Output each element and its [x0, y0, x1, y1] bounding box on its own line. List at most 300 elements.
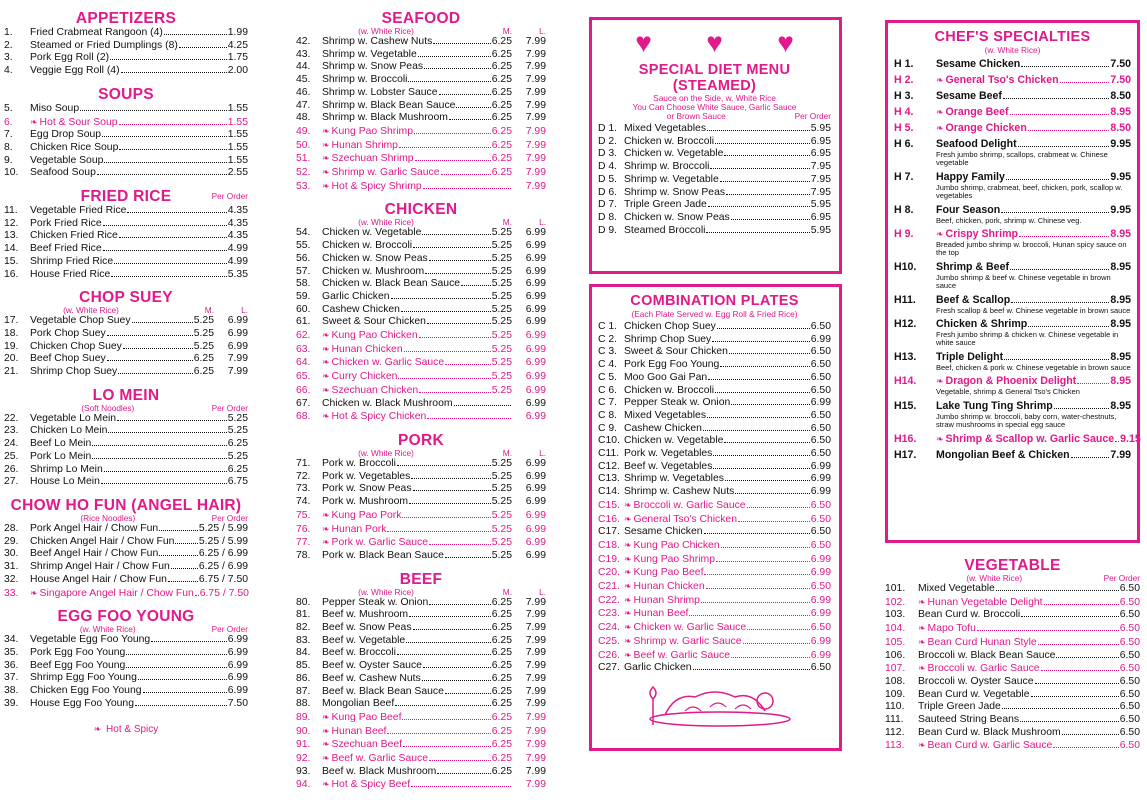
section-title: EGG FOO YOUNG: [57, 608, 195, 626]
item-name: [624, 123, 706, 136]
dot-leader: [179, 47, 227, 48]
menu-item: [296, 635, 546, 648]
item-price: 6.50: [1119, 675, 1140, 687]
chef-row: [894, 449, 1131, 462]
menu-item: [598, 359, 831, 372]
item-number: C24.: [598, 622, 620, 634]
item-number: 26.: [4, 463, 19, 475]
item-name-text: Chicken w. Broccoli: [624, 135, 715, 147]
item-price: 6.50: [810, 622, 831, 634]
chef-special-item: [894, 106, 1131, 119]
item-price-l: 7.99: [525, 634, 546, 646]
item-list: [4, 27, 248, 78]
item-number: 58.: [296, 278, 311, 290]
item-name-text: Bean Curd w. Vegetable: [918, 688, 1030, 700]
item-name: [322, 496, 408, 509]
dot-leader: [422, 680, 491, 681]
item-number: H 1.: [894, 58, 914, 70]
item-name-text: Beef w. Garlic Sauce: [633, 649, 730, 661]
item-name-text: Beef w. Mushroom: [322, 609, 409, 621]
menu-item: [598, 473, 831, 486]
item-name: [30, 230, 118, 243]
chili-pepper-icon: ❧: [936, 123, 944, 133]
item-price: 9.15: [1120, 432, 1141, 445]
item-price: 1.55: [227, 116, 248, 128]
item-description: Vegetable, shrimp & General Tso's Chicken: [936, 387, 1080, 397]
dot-leader: [123, 348, 193, 349]
item-price: 7.50: [227, 697, 248, 709]
item-price: 6.50: [810, 581, 831, 593]
item-number: 42.: [296, 36, 311, 47]
item-price-m: 5.25: [491, 523, 512, 535]
item-description: Jumbo shrimp, crabmeat, beef, chicken, pork, scallop w. vegetables: [936, 182, 1123, 201]
item-name: [322, 74, 407, 87]
item-price-l: 6.99: [525, 384, 546, 396]
chili-pepper-icon: ❧: [322, 153, 330, 164]
item-name: [624, 225, 705, 238]
section-pork: [296, 432, 546, 563]
item-name-text: Hunan Beef: [331, 725, 387, 737]
item-name-text: Garlic Chicken: [322, 290, 390, 302]
item-name: [322, 329, 418, 343]
item-list: [4, 103, 248, 180]
item-price-m: 5.25: [491, 483, 512, 495]
item-name-text: Lake Tung Ting Shrimp: [936, 399, 1053, 412]
menu-item: [296, 370, 546, 384]
item-name-text: Szechuan Shrimp: [331, 153, 414, 165]
item-name-text: Pork w. Garlic Sauce: [331, 537, 428, 549]
item-price-m: 6.25: [491, 153, 512, 165]
chef-row: [894, 294, 1131, 307]
item-name-text: Beef w. Black Bean Sauce: [322, 685, 444, 697]
dot-leader: [454, 405, 511, 406]
item-price: 6.50: [810, 448, 831, 460]
dot-leader: [175, 543, 198, 544]
per-order-label: Per Order: [211, 191, 248, 202]
item-number: 37.: [4, 672, 19, 684]
menu-item: [598, 148, 831, 161]
item-name-text: Kung Pao Pork: [331, 509, 402, 521]
item-name-text: Szechuan Chicken: [331, 384, 419, 396]
menu-item: [4, 660, 248, 673]
item-number: 1.: [4, 27, 13, 38]
dot-leader: [117, 420, 227, 421]
item-name: [30, 27, 163, 40]
item-name: [322, 166, 440, 180]
item-name-text: Fried Crabmeat Rangoon (4): [30, 27, 163, 38]
item-number: 63.: [296, 343, 311, 355]
item-name: [322, 343, 403, 357]
item-price-l: 6.99: [525, 496, 546, 508]
item-price: 8.95: [1110, 399, 1131, 412]
item-number: H 6.: [894, 138, 914, 150]
item-name: [30, 548, 158, 561]
item-number: 59.: [296, 290, 311, 302]
item-name: [30, 52, 109, 65]
l-label: L.: [539, 447, 546, 458]
item-price-l: 6.99: [525, 357, 546, 369]
menu-item: [296, 725, 546, 739]
menu-item: [296, 673, 546, 686]
item-name-text: Mixed Vegetables: [624, 409, 707, 421]
item-name: [624, 473, 724, 486]
item-name-text: Garlic Chicken: [624, 662, 692, 674]
item-number: H 3.: [894, 90, 914, 102]
item-name-text: Broccoli w. Garlic Sauce: [633, 499, 746, 511]
dot-leader: [425, 273, 491, 274]
item-number: C16.: [598, 513, 620, 525]
item-name-text: Hunan Chicken: [633, 581, 705, 593]
item-number: H13.: [894, 350, 917, 363]
menu-item: [296, 686, 546, 699]
item-number: 81.: [296, 609, 311, 621]
item-price: 8.95: [1110, 375, 1131, 388]
item-number: 56.: [296, 252, 311, 264]
item-name: [30, 366, 117, 379]
item-list: [296, 597, 546, 793]
item-name: [918, 583, 995, 596]
item-name-text: Szechuan Beef: [331, 739, 403, 751]
item-name: [30, 65, 120, 78]
dot-leader: [449, 119, 491, 120]
item-name: [624, 435, 723, 448]
item-name: [30, 269, 110, 282]
dot-leader: [1020, 721, 1119, 722]
item-price-m: 5.25: [491, 371, 512, 383]
item-price: 6.50: [1119, 596, 1140, 608]
item-price: 6.50: [1119, 609, 1140, 621]
item-number: 15.: [4, 255, 19, 267]
item-price-l: 7.99: [525, 711, 546, 723]
item-number: 12.: [4, 217, 19, 229]
per-order-label: Per Order: [211, 624, 248, 635]
item-price-m: 6.25: [193, 353, 214, 365]
item-name-text: Shrimp w. Lobster Sauce: [322, 86, 438, 98]
item-number: C 8.: [598, 409, 618, 421]
item-price: 6.50: [1119, 583, 1140, 594]
dot-leader: [403, 746, 491, 747]
dot-leader: [1006, 179, 1109, 180]
item-list: [4, 523, 248, 600]
dot-leader: [445, 693, 491, 694]
item-list: [296, 458, 546, 563]
item-price-l: 7.99: [525, 672, 546, 684]
menu-item: [4, 142, 248, 155]
item-number: D 9.: [598, 224, 618, 236]
item-price-l: 6.99: [525, 509, 546, 521]
dot-leader: [716, 561, 810, 562]
item-price-l: 7.99: [525, 660, 546, 672]
menu-item: [598, 435, 831, 448]
item-name: [322, 398, 453, 411]
dot-leader: [429, 544, 491, 545]
chili-pepper-icon: ❧: [322, 411, 330, 422]
chili-pepper-icon: ❧: [624, 594, 632, 605]
menu-item: [296, 738, 546, 752]
item-number: 103.: [885, 609, 906, 621]
item-number: 77.: [296, 537, 311, 549]
menu-item: [296, 458, 546, 471]
chef-special-item: [894, 375, 1131, 396]
item-number: 67.: [296, 397, 311, 409]
menu-item: [296, 253, 546, 266]
dot-leader: [397, 465, 491, 466]
dot-leader: [747, 507, 810, 508]
item-number: 109.: [885, 688, 906, 700]
item-price-l: 7.99: [525, 739, 546, 751]
item-name: [322, 609, 408, 622]
item-name: [30, 698, 134, 711]
menu-item: [296, 496, 546, 509]
item-price-l: 6.99: [525, 411, 546, 423]
dot-leader: [1002, 708, 1119, 709]
item-name: [322, 253, 428, 266]
item-number: C14.: [598, 486, 620, 498]
item-price-l: 6.99: [525, 265, 546, 277]
dot-leader: [101, 483, 227, 484]
dot-leader: [720, 181, 810, 182]
item-price-l: 7.99: [525, 139, 546, 151]
item-price-l: 7.99: [525, 622, 546, 634]
chef-special-item: [894, 294, 1131, 315]
item-price-l: 6.99: [525, 227, 546, 239]
item-name-text: Hot & Spicy Chicken: [331, 411, 427, 423]
menu-item: [296, 356, 546, 370]
item-name-text: General Tso's Chicken: [633, 513, 737, 525]
section-title: SOUPS: [98, 85, 154, 103]
item-name-text: Beef w. Vegetables: [624, 460, 713, 472]
section-title: CHEF'S SPECIALTIES: [934, 29, 1091, 45]
dot-leader: [135, 705, 227, 706]
dot-leader: [171, 568, 198, 569]
menu-item: [4, 103, 248, 116]
item-price-l: 6.99: [525, 549, 546, 561]
item-price: 6.99: [227, 659, 248, 671]
item-list: [598, 321, 831, 675]
dot-leader: [195, 595, 199, 596]
chili-pepper-icon: ❧: [918, 623, 926, 634]
item-price-l: 6.99: [525, 371, 546, 383]
dot-leader: [411, 786, 511, 787]
item-number: D 3.: [598, 148, 618, 160]
dot-leader: [127, 212, 226, 213]
item-name: [936, 58, 1020, 71]
item-price-l: 7.99: [525, 153, 546, 165]
item-price: 8.95: [1110, 228, 1131, 241]
menu-item: [296, 660, 546, 673]
item-number: 47.: [296, 99, 311, 111]
item-name-text: Veggie Egg Roll (4): [30, 65, 120, 77]
item-price: 2.00: [227, 65, 248, 77]
menu-item: [4, 353, 248, 366]
dot-leader: [439, 94, 491, 95]
item-price: 6.50: [810, 422, 831, 434]
menu-item: [885, 662, 1140, 676]
item-price: 6.99: [227, 634, 248, 646]
item-price-l: 6.99: [525, 537, 546, 549]
item-price: 6.50: [1119, 714, 1140, 726]
item-price: 6.99: [227, 685, 248, 697]
menu-item: [598, 539, 831, 553]
section-title: SEAFOOD: [381, 10, 461, 27]
item-number: 21.: [4, 366, 19, 378]
menu-item: [296, 100, 546, 113]
dot-leader: [114, 263, 227, 264]
item-number: 66.: [296, 384, 311, 396]
menu-item: [4, 218, 248, 231]
item-name-text: Bean Curd w. Black Mushroom: [918, 726, 1061, 738]
item-price-m: 5.25: [491, 549, 512, 561]
per-order-label: Per Order: [1103, 573, 1140, 583]
item-price: 1.55: [227, 102, 248, 114]
item-price-l: 6.99: [525, 303, 546, 315]
item-name-text: Mixed Vegetables: [624, 123, 707, 134]
item-number: 17.: [4, 315, 19, 327]
item-name: [624, 346, 728, 359]
item-list: [4, 205, 248, 281]
item-name-text: Hot & Spicy Shrimp: [331, 180, 422, 192]
menu-item: [296, 291, 546, 304]
item-price-m: 5.25: [491, 470, 512, 482]
item-name: [322, 410, 426, 424]
menu-item: [598, 526, 831, 539]
section-subtitle: (w. White Rice): [984, 45, 1041, 55]
dot-leader: [402, 719, 490, 720]
item-price: 1.55: [227, 141, 248, 153]
item-price-l: 7.99: [525, 609, 546, 621]
item-description: Jumbo shrimp & beef w. Chinese vegetable in brown sauce: [936, 272, 1111, 291]
item-number: 36.: [4, 659, 19, 671]
item-name: [30, 103, 79, 116]
item-name: [624, 607, 688, 621]
item-name: [322, 509, 401, 523]
menu-item: [4, 256, 248, 269]
item-number: 101.: [885, 583, 906, 594]
item-name-text: Chicken Egg Foo Young: [30, 685, 142, 697]
chef-row: [894, 400, 1131, 413]
item-name-text: Vegetable Lo Mein: [30, 412, 117, 424]
item-price-m: 6.25: [491, 647, 512, 659]
dot-leader: [159, 555, 198, 556]
item-name: [918, 622, 976, 636]
menu-item: [4, 65, 248, 78]
item-number: C19.: [598, 553, 620, 565]
item-name-text: General Tso's Chicken: [945, 74, 1059, 86]
item-price-m: 6.25: [491, 698, 512, 710]
chef-special-item: [894, 122, 1131, 135]
item-price-l: 6.99: [227, 340, 248, 352]
item-name: [322, 240, 412, 253]
item-price: 5.25: [227, 450, 248, 462]
item-name-text: Shrimp & Beef: [936, 260, 1009, 273]
item-name: [918, 609, 1020, 622]
item-price-l: 6.99: [525, 523, 546, 535]
item-name-text: Chicken w. Vegetable: [624, 435, 724, 447]
item-name-text: Orange Beef: [945, 106, 1009, 118]
dot-leader: [159, 530, 198, 531]
item-number: C22.: [598, 594, 620, 606]
item-price: 5.95: [810, 224, 831, 236]
item-price-l: 7.99: [525, 779, 546, 791]
item-name-text: Chicken w. Snow Peas: [322, 252, 428, 264]
dot-leader: [1004, 359, 1109, 360]
item-price: 6.75 / 7.50: [199, 587, 249, 599]
item-name: [30, 587, 194, 601]
item-name: [936, 204, 1000, 217]
dot-leader: [427, 323, 491, 324]
chef-special-item: [894, 138, 1131, 168]
menu-column-3: [589, 17, 842, 751]
section-lo-mein: [4, 387, 248, 489]
section-subtitle: (Each Plate Served w. Egg Roll & Fried Rice): [631, 309, 798, 319]
item-number: 87.: [296, 685, 311, 697]
item-number: 38.: [4, 685, 19, 697]
item-number: 61.: [296, 316, 311, 328]
item-price: 6.99: [810, 460, 831, 472]
heart-icon: ♥: [635, 27, 652, 58]
dot-leader: [429, 604, 490, 605]
dot-leader: [104, 162, 226, 163]
item-description: Fresh jumbo shrimp, scallops, crabmeat w. Chinese vegetable: [936, 150, 1108, 168]
item-price-m: 6.25: [491, 36, 512, 47]
dot-leader: [1010, 269, 1109, 270]
dot-leader: [996, 590, 1119, 591]
chef-row: [894, 58, 1131, 71]
menu-item: [598, 385, 831, 398]
item-number: C12.: [598, 460, 620, 472]
item-name: [322, 87, 438, 100]
dot-leader: [704, 533, 810, 534]
item-number: 78.: [296, 549, 311, 561]
dot-leader: [433, 43, 490, 44]
dot-leader: [710, 168, 809, 169]
item-name-text: Cashew Chicken: [322, 303, 400, 315]
chili-pepper-icon: ❧: [936, 75, 944, 85]
item-name-text: Broccoli w. Oyster Sauce: [918, 675, 1034, 687]
item-name-text: Pork Angel Hair / Chow Fun: [30, 522, 159, 534]
item-list: [4, 413, 248, 489]
dot-leader: [151, 641, 227, 642]
item-price: 6.99: [810, 608, 831, 620]
item-price-l: 7.99: [525, 698, 546, 710]
dot-leader: [1041, 670, 1119, 671]
menu-item: [296, 609, 546, 622]
menu-item: [296, 180, 546, 194]
menu-item: [598, 621, 831, 635]
item-name-text: Sauteed String Beans: [918, 714, 1020, 726]
item-name-text: Chicken w. Black Mushroom: [322, 397, 453, 409]
item-name-text: Chicken Chop Suey: [30, 340, 122, 352]
item-price: 6.25: [227, 438, 248, 450]
item-price: 7.95: [810, 186, 831, 198]
chili-pepper-icon: ❧: [322, 384, 330, 395]
dot-leader: [743, 643, 810, 644]
item-number: H 9.: [894, 228, 914, 241]
chili-pepper-icon: ❧: [624, 553, 632, 564]
item-name-text: Mongolian Beef: [322, 698, 395, 710]
item-number: 8.: [4, 141, 13, 153]
item-price: 8.50: [1110, 90, 1131, 102]
item-price-l: 6.99: [227, 327, 248, 339]
item-price: 6.50: [810, 526, 831, 538]
dot-leader: [168, 581, 198, 582]
item-price: 6.50: [810, 539, 831, 551]
item-price: 6.50: [1119, 701, 1140, 713]
item-number: D 2.: [598, 135, 618, 147]
item-name-text: Hunan Shrimp: [633, 594, 700, 606]
dot-leader: [1021, 66, 1109, 67]
item-price-m: 6.25: [491, 125, 512, 137]
